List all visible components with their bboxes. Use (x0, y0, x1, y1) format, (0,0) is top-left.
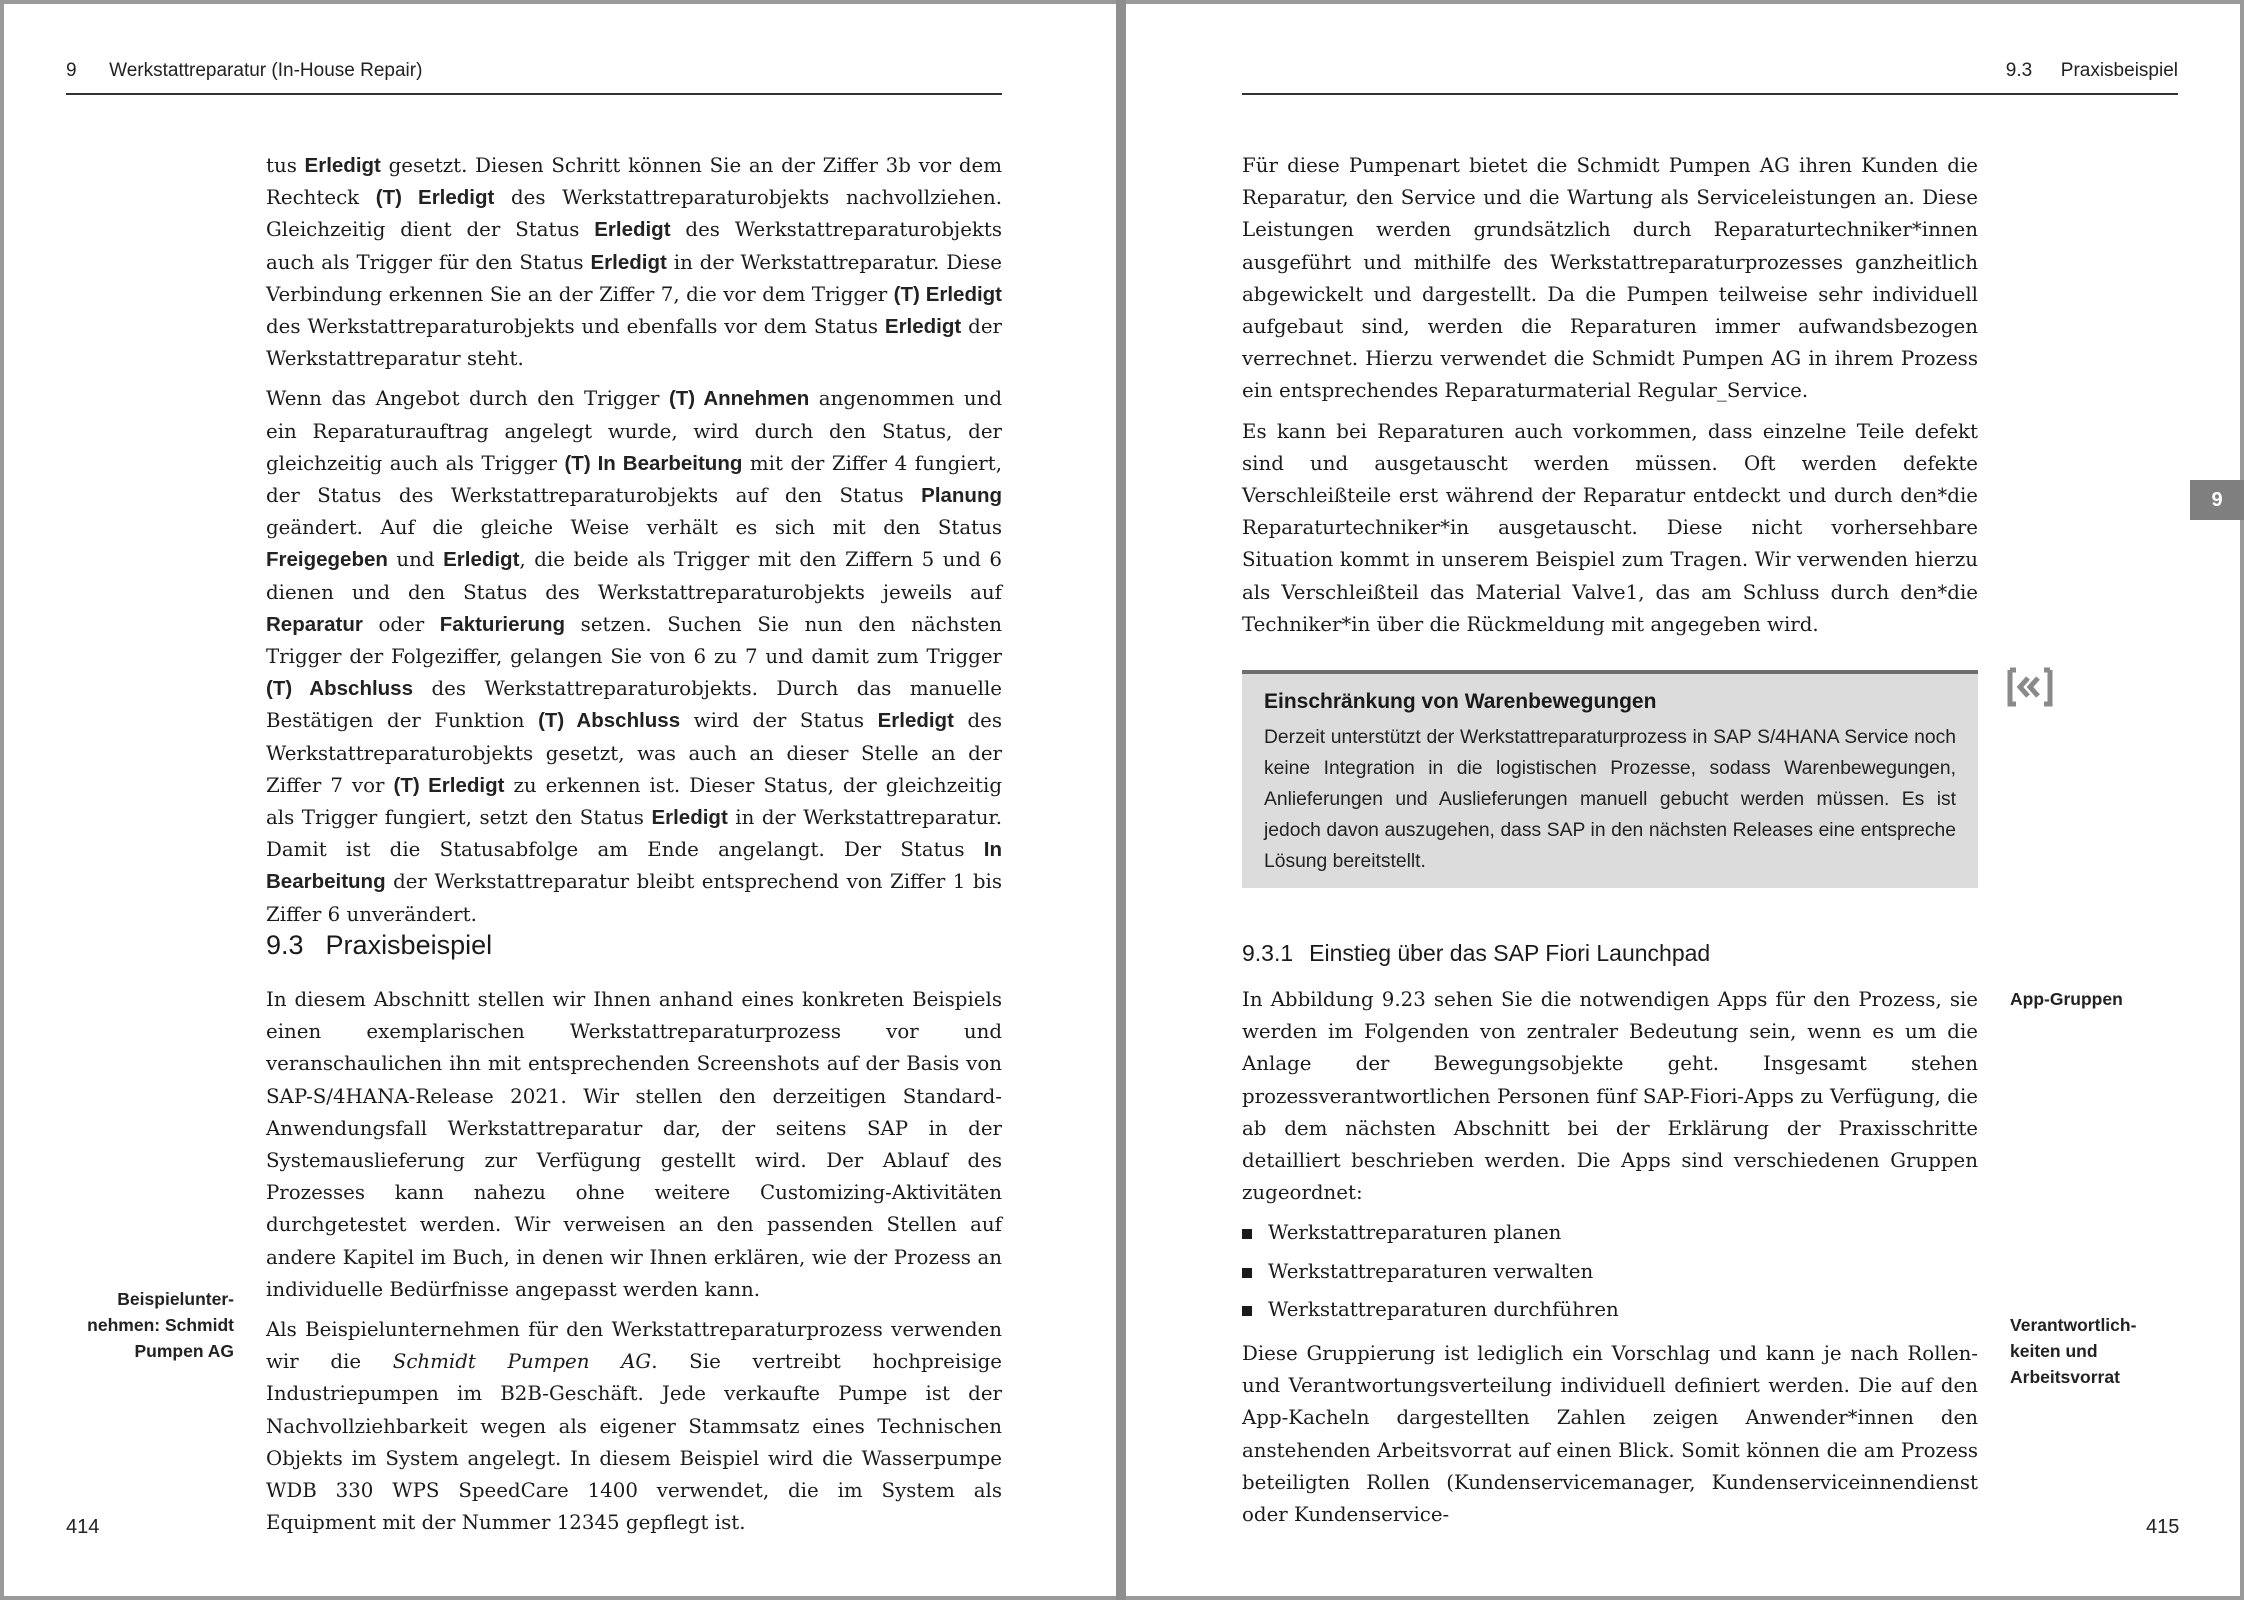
emphasis-term: Planung (921, 484, 1002, 508)
paragraph: Es kann bei Reparaturen auch vorkommen, dass einzelne Teile defekt sind und ausgetauscht werden müssen. Oft werden defekte Verschleißteile erst während der Reparatur entdeckt und durch den*die Reparaturtechniker*in ausgetauscht. Diese nicht vorhersehbare Situation kommt in unserem Beispiel zum Tragen. Wir verwenden hierzu als Verschleißteil das Material Valve1, das am Schluss durch den*die Techniker*in über die Rückmeldung mit angegeben wird. (1242, 419, 1978, 636)
list-item: Werkstattreparaturen durchführen (1242, 1294, 1978, 1326)
emphasis-term: (T) In Bearbeitung (564, 451, 743, 475)
info-box (1242, 670, 1978, 888)
body-text-left-top (266, 150, 1002, 939)
emphasis-term: (T) Abschluss (538, 709, 681, 733)
emphasis-term: (T) Erledigt (893, 282, 1003, 306)
emphasis-term: Erledigt (651, 806, 728, 830)
section-title: Praxisbeispiel (325, 930, 493, 960)
emphasis-term: Erledigt (877, 709, 954, 733)
page-number-left: 414 (66, 1516, 100, 1538)
left-page (0, 0, 1116, 1600)
section-heading (266, 930, 492, 961)
body-text-left-bottom (266, 984, 1002, 1547)
emphasis-term: Erledigt (590, 250, 667, 274)
paragraph: In Abbildung 9.23 sehen Sie die notwendigen Apps für den Prozess, sie werden im Folgenden von zentraler Bedeutung sein, wenn es um die Anlage der Bewegungsobjekte geht. Insgesamt stehen prozessverantwortlichen Personen fünf SAP-Fiori-Apps zu Verfügung, die ab dem nächsten Abschnitt bei der Erklärung der Praxisschritte detailliert beschrieben werden. Die Apps sind verschiedenen Gruppen zugeordnet: (1242, 988, 1978, 1205)
app-group-list (1242, 1217, 1978, 1326)
header-rule (66, 93, 1002, 95)
paragraph: Als Beispielunternehmen für den Werkstattreparaturprozess verwenden wir die Schmidt Pumpen AG. Sie vertreibt hochpreisige Industriepumpen im B2B-Geschäft. Jede verkaufte Pumpe ist der Nachvollziehbarkeit wegen als eigener Stammsatz eines Technischen Objekts im System angelegt. In diesem Beispiel wird die Wasserpumpe WDB 330 WPS SpeedCare 1400 verwendet, die im System als Equipment mit der Nummer 12345 gepflegt ist. (266, 1318, 1002, 1535)
emphasis-term: Fakturierung (439, 612, 566, 636)
header-chapter-number: 9 (66, 60, 77, 81)
info-box-title: Einschränkung von Warenbewegungen (1264, 690, 1657, 713)
running-header-left (66, 60, 422, 82)
emphasis-term: (T) Erledigt (393, 773, 505, 797)
double-chevron-left-icon (2006, 666, 2054, 708)
emphasis-term: Erledigt (594, 218, 671, 242)
paragraph: Diese Gruppierung ist lediglich ein Vorschlag und kann je nach Rollen- und Verantwortungsverteilung individuell definiert werden. Die auf den App-Kacheln dargestellten Zahlen zeigen Anwender*innen den anstehenden Arbeitsvorrat auf einen Blick. Somit können die am Prozess beteiligten Rollen (Kundenservicemanager, Kundenserviceinnendienst oder Kundenservice- (1242, 1342, 1978, 1527)
paragraph: Wenn das Angebot durch den Trigger (T) Annehmen angenommen und ein Reparaturauftrag angelegt wurde, wird durch den Status, der gleichzeitig auch als Trigger (T) In Bearbeitung mit der Ziffer 4 fungiert, der Status des Werkstattreparaturobjekts auf den Status Planung geändert. Auf die gleiche Weise verhält es sich mit den Status Freigegeben und Erledigt, die beide als Trigger mit den Ziffern 5 und 6 dienen und den Status des Werkstattreparaturobjekts jeweils auf Reparatur oder Fakturierung setzen. Suchen Sie nun den nächsten Trigger der Folgeziffer, gelangen Sie von 6 zu 7 und damit zum Trigger (T) Abschluss des Werkstattreparaturobjekts. Durch das manuelle Bestätigen der Funktion (T) Abschluss wird der Status Erledigt des Werkstattreparaturobjekts gesetzt, was auch an dieser Stelle an der Ziffer 7 vor (T) Erledigt zu erkennen ist. Dieser Status, der gleichzeitig als Trigger fungiert, setzt den Status Erledigt in der Werkstattreparatur. Damit ist die Statusabfolge am Ende angelangt. Der Status In Bearbeitung der Werkstattreparatur bleibt entsprechend von Ziffer 1 bis Ziffer 6 unverändert. (266, 387, 1003, 926)
emphasis-term: Erledigt (443, 548, 520, 572)
section-number: 9.3 (266, 930, 304, 960)
body-text-right-bottom (1242, 984, 1978, 1539)
margin-note-example-company: Beispielunter- nehmen: Schmidt Pumpen AG (87, 1289, 234, 1361)
emphasis-term: Reparatur (266, 612, 363, 636)
page-number-right: 415 (2146, 1516, 2180, 1538)
header-chapter-title: Werkstattreparatur (In-House Repair) (109, 60, 423, 81)
book-gutter (1116, 0, 1126, 1600)
paragraph: In diesem Abschnitt stellen wir Ihnen anhand eines konkreten Beispiels einen exemplarischen Werkstattreparaturprozess vor und veranschaulichen ihn mit entsprechenden Screenshots auf der Basis von SAP-S/4HANA-Release 2021. Wir stellen den derzeitigen Standard-Anwendungsfall Werkstattreparatur dar, der seitens SAP in der Systemauslieferung zur Verfügung gestellt wird. Der Ablauf des Prozesses kann nahezu ohne weitere Customizing-Aktivitäten durchgetestet werden. Wir verweisen an den passenden Stellen auf andere Kapitel im Buch, in denen wir Ihnen erklären, wie der Prozess an individuelle Bedürfnisse angepasst werden kann. (266, 988, 1002, 1301)
emphasis-term: (T) Abschluss (266, 677, 413, 701)
running-header-right (2006, 60, 2178, 82)
emphasis-term: Erledigt (304, 154, 381, 177)
paragraph: tus Erledigt gesetzt. Diesen Schritt können Sie an der Ziffer 3b vor dem Rechteck (T) Erledigt des Werkstattreparaturobjekts nachvollziehen. Gleichzeitig dient der Status Erledigt des Werkstattreparaturobjekts auch als Trigger für den Status Erledigt in der Werkstattreparatur. Diese Verbindung erkennen Sie an der Ziffer 7, die vor dem Trigger (T) Erledigt des Werkstattreparaturobjekts und ebenfalls vor dem Status Erledigt der Werkstattreparatur steht. (266, 154, 1003, 371)
list-item: Werkstattreparaturen planen (1242, 1217, 1978, 1249)
header-section-number: 9.3 (2005, 60, 2033, 81)
subsection-heading (1242, 940, 1710, 967)
emphasis-term: (T) Erledigt (375, 186, 495, 210)
subsection-number: 9.3.1 (1242, 940, 1294, 966)
italic-term: Schmidt Pumpen AG (392, 1350, 652, 1374)
emphasis-term: In Bearbeitung (266, 838, 1002, 894)
body-text-right-top (1242, 150, 1978, 649)
margin-note-app-groups: App-Gruppen (2010, 989, 2123, 1009)
info-box-text: Derzeit unterstützt der Werkstattreparaturprozess in SAP S/4HANA Service noch keine Integration in die logistischen Prozesse, sodass Warenbewegungen, Anlieferungen und Auslieferungen manuell gebucht werden müssen. Es ist jedoch davon auszugehen, dass SAP in den nächsten Releases eine entspreche Lösung bereitstellt. (1264, 727, 1956, 872)
paragraph: Für diese Pumpenart bietet die Schmidt Pumpen AG ihren Kunden die Reparatur, den Service und die Wartung als Serviceleistungen an. Diese Leistungen werden grundsätzlich durch Reparaturtechniker*innen ausgeführt und mithilfe des Werkstattreparaturprozesses ganzheitlich abgewickelt und dargestellt. Da die Pumpen teilweise sehr individuell aufgebaut sind, werden die Reparaturen immer aufwandsbezogen verrechnet. Hierzu verwendet die Schmidt Pumpen AG in ihrem Prozess ein entsprechendes Reparaturmaterial Regular_Service. (1242, 154, 1978, 403)
emphasis-term: Erledigt (884, 315, 962, 339)
emphasis-term: (T) Annehmen (668, 387, 810, 411)
chapter-tab: 9 (2190, 480, 2244, 520)
subsection-title: Einstieg über das SAP Fiori Launchpad (1309, 940, 1711, 966)
emphasis-term: Freigegeben (266, 548, 388, 572)
margin-note-responsibilities: Verantwortlich- keiten und Arbeitsvorrat (2010, 1315, 2137, 1387)
list-item: Werkstattreparaturen verwalten (1242, 1256, 1978, 1288)
header-section-title: Praxisbeispiel (2060, 60, 2178, 81)
header-rule (1242, 93, 2178, 95)
